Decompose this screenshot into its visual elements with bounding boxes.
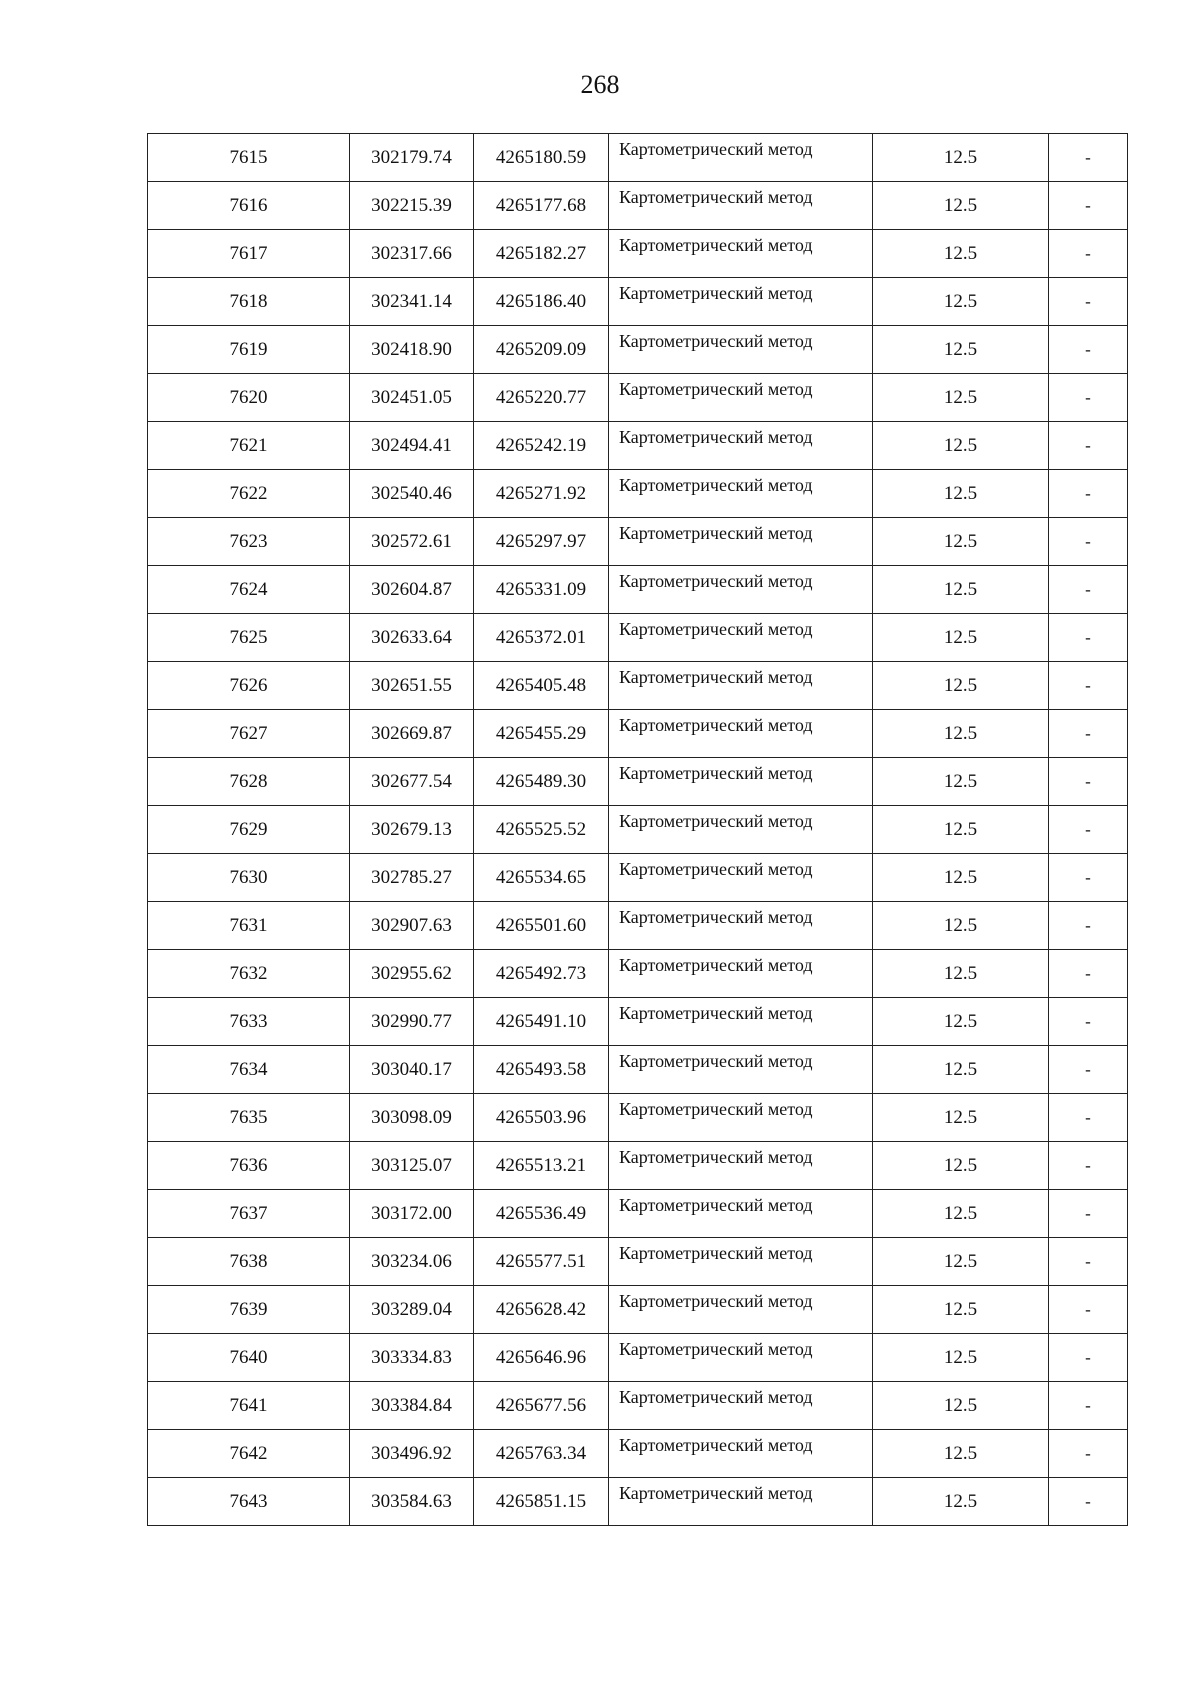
x-coordinate-cell: 302604.87 <box>350 566 474 614</box>
y-coordinate-cell: 4265209.09 <box>474 326 609 374</box>
point-number-cell: 7624 <box>148 566 350 614</box>
accuracy-cell: 12.5 <box>873 326 1049 374</box>
y-coordinate-cell: 4265513.21 <box>474 1142 609 1190</box>
point-number-cell: 7627 <box>148 710 350 758</box>
accuracy-cell: 12.5 <box>873 758 1049 806</box>
point-number-cell: 7632 <box>148 950 350 998</box>
x-coordinate-cell: 302990.77 <box>350 998 474 1046</box>
method-cell: Картометрический метод <box>609 710 873 758</box>
table-row <box>148 230 1128 278</box>
table-row <box>148 1094 1128 1142</box>
y-coordinate-cell: 4265405.48 <box>474 662 609 710</box>
y-coordinate-cell: 4265628.42 <box>474 1286 609 1334</box>
y-coordinate-cell: 4265534.65 <box>474 854 609 902</box>
point-number-cell: 7643 <box>148 1478 350 1526</box>
table-row <box>148 614 1128 662</box>
method-cell: Картометрический метод <box>609 1142 873 1190</box>
table-row <box>148 1478 1128 1526</box>
point-number-cell: 7629 <box>148 806 350 854</box>
y-coordinate-cell: 4265182.27 <box>474 230 609 278</box>
method-cell: Картометрический метод <box>609 1238 873 1286</box>
point-number-cell: 7618 <box>148 278 350 326</box>
y-coordinate-cell: 4265491.10 <box>474 998 609 1046</box>
accuracy-cell: 12.5 <box>873 854 1049 902</box>
accuracy-cell: 12.5 <box>873 1094 1049 1142</box>
point-number-cell: 7633 <box>148 998 350 1046</box>
point-number-cell: 7640 <box>148 1334 350 1382</box>
method-cell: Картометрический метод <box>609 1094 873 1142</box>
accuracy-cell: 12.5 <box>873 1142 1049 1190</box>
y-coordinate-cell: 4265180.59 <box>474 134 609 182</box>
method-cell: Картометрический метод <box>609 374 873 422</box>
note-cell: - <box>1049 1190 1128 1238</box>
point-number-cell: 7638 <box>148 1238 350 1286</box>
table-row <box>148 1142 1128 1190</box>
table-row <box>148 662 1128 710</box>
y-coordinate-cell: 4265577.51 <box>474 1238 609 1286</box>
accuracy-cell: 12.5 <box>873 1046 1049 1094</box>
y-coordinate-cell: 4265677.56 <box>474 1382 609 1430</box>
x-coordinate-cell: 302669.87 <box>350 710 474 758</box>
x-coordinate-cell: 303334.83 <box>350 1334 474 1382</box>
accuracy-cell: 12.5 <box>873 1190 1049 1238</box>
x-coordinate-cell: 302785.27 <box>350 854 474 902</box>
y-coordinate-cell: 4265501.60 <box>474 902 609 950</box>
table-row <box>148 950 1128 998</box>
y-coordinate-cell: 4265297.97 <box>474 518 609 566</box>
table-row <box>148 902 1128 950</box>
y-coordinate-cell: 4265186.40 <box>474 278 609 326</box>
note-cell: - <box>1049 278 1128 326</box>
x-coordinate-cell: 302215.39 <box>350 182 474 230</box>
accuracy-cell: 12.5 <box>873 1430 1049 1478</box>
note-cell: - <box>1049 1094 1128 1142</box>
note-cell: - <box>1049 470 1128 518</box>
y-coordinate-cell: 4265242.19 <box>474 422 609 470</box>
accuracy-cell: 12.5 <box>873 950 1049 998</box>
table-row <box>148 566 1128 614</box>
point-number-cell: 7631 <box>148 902 350 950</box>
method-cell: Картометрический метод <box>609 614 873 662</box>
x-coordinate-cell: 303384.84 <box>350 1382 474 1430</box>
point-number-cell: 7634 <box>148 1046 350 1094</box>
method-cell: Картометрический метод <box>609 182 873 230</box>
table-row <box>148 1046 1128 1094</box>
method-cell: Картометрический метод <box>609 230 873 278</box>
y-coordinate-cell: 4265177.68 <box>474 182 609 230</box>
table-row <box>148 1238 1128 1286</box>
point-number-cell: 7617 <box>148 230 350 278</box>
accuracy-cell: 12.5 <box>873 1238 1049 1286</box>
y-coordinate-cell: 4265525.52 <box>474 806 609 854</box>
method-cell: Картометрический метод <box>609 470 873 518</box>
accuracy-cell: 12.5 <box>873 470 1049 518</box>
method-cell: Картометрический метод <box>609 1190 873 1238</box>
accuracy-cell: 12.5 <box>873 134 1049 182</box>
method-cell: Картометрический метод <box>609 1046 873 1094</box>
note-cell: - <box>1049 998 1128 1046</box>
x-coordinate-cell: 302679.13 <box>350 806 474 854</box>
x-coordinate-cell: 302451.05 <box>350 374 474 422</box>
x-coordinate-cell: 303496.92 <box>350 1430 474 1478</box>
method-cell: Картометрический метод <box>609 1430 873 1478</box>
point-number-cell: 7637 <box>148 1190 350 1238</box>
point-number-cell: 7639 <box>148 1286 350 1334</box>
x-coordinate-cell: 302572.61 <box>350 518 474 566</box>
y-coordinate-cell: 4265331.09 <box>474 566 609 614</box>
table-row <box>148 1382 1128 1430</box>
note-cell: - <box>1049 854 1128 902</box>
note-cell: - <box>1049 1382 1128 1430</box>
note-cell: - <box>1049 1478 1128 1526</box>
accuracy-cell: 12.5 <box>873 278 1049 326</box>
table-row <box>148 806 1128 854</box>
accuracy-cell: 12.5 <box>873 566 1049 614</box>
method-cell: Картометрический метод <box>609 950 873 998</box>
table-row <box>148 470 1128 518</box>
accuracy-cell: 12.5 <box>873 902 1049 950</box>
table-row <box>148 1334 1128 1382</box>
note-cell: - <box>1049 710 1128 758</box>
method-cell: Картометрический метод <box>609 134 873 182</box>
accuracy-cell: 12.5 <box>873 1334 1049 1382</box>
method-cell: Картометрический метод <box>609 422 873 470</box>
method-cell: Картометрический метод <box>609 806 873 854</box>
note-cell: - <box>1049 806 1128 854</box>
table-row <box>148 854 1128 902</box>
y-coordinate-cell: 4265455.29 <box>474 710 609 758</box>
point-number-cell: 7635 <box>148 1094 350 1142</box>
table-row <box>148 422 1128 470</box>
y-coordinate-cell: 4265492.73 <box>474 950 609 998</box>
note-cell: - <box>1049 1238 1128 1286</box>
x-coordinate-cell: 303040.17 <box>350 1046 474 1094</box>
table-body <box>148 134 1128 1526</box>
y-coordinate-cell: 4265851.15 <box>474 1478 609 1526</box>
table-row <box>148 374 1128 422</box>
note-cell: - <box>1049 326 1128 374</box>
note-cell: - <box>1049 614 1128 662</box>
accuracy-cell: 12.5 <box>873 614 1049 662</box>
table-row <box>148 518 1128 566</box>
note-cell: - <box>1049 1142 1128 1190</box>
accuracy-cell: 12.5 <box>873 422 1049 470</box>
y-coordinate-cell: 4265536.49 <box>474 1190 609 1238</box>
note-cell: - <box>1049 422 1128 470</box>
table-row <box>148 182 1128 230</box>
y-coordinate-cell: 4265271.92 <box>474 470 609 518</box>
accuracy-cell: 12.5 <box>873 710 1049 758</box>
accuracy-cell: 12.5 <box>873 518 1049 566</box>
accuracy-cell: 12.5 <box>873 1478 1049 1526</box>
method-cell: Картометрический метод <box>609 278 873 326</box>
table-row <box>148 278 1128 326</box>
point-number-cell: 7641 <box>148 1382 350 1430</box>
x-coordinate-cell: 302540.46 <box>350 470 474 518</box>
y-coordinate-cell: 4265372.01 <box>474 614 609 662</box>
accuracy-cell: 12.5 <box>873 662 1049 710</box>
method-cell: Картометрический метод <box>609 758 873 806</box>
point-number-cell: 7622 <box>148 470 350 518</box>
x-coordinate-cell: 302633.64 <box>350 614 474 662</box>
x-coordinate-cell: 302317.66 <box>350 230 474 278</box>
note-cell: - <box>1049 1334 1128 1382</box>
x-coordinate-cell: 303289.04 <box>350 1286 474 1334</box>
method-cell: Картометрический метод <box>609 326 873 374</box>
table-row <box>148 134 1128 182</box>
x-coordinate-cell: 303584.63 <box>350 1478 474 1526</box>
note-cell: - <box>1049 374 1128 422</box>
x-coordinate-cell: 303098.09 <box>350 1094 474 1142</box>
y-coordinate-cell: 4265220.77 <box>474 374 609 422</box>
accuracy-cell: 12.5 <box>873 230 1049 278</box>
point-number-cell: 7628 <box>148 758 350 806</box>
table-row <box>148 710 1128 758</box>
point-number-cell: 7630 <box>148 854 350 902</box>
accuracy-cell: 12.5 <box>873 998 1049 1046</box>
point-number-cell: 7623 <box>148 518 350 566</box>
y-coordinate-cell: 4265503.96 <box>474 1094 609 1142</box>
note-cell: - <box>1049 758 1128 806</box>
table-row <box>148 1190 1128 1238</box>
note-cell: - <box>1049 1430 1128 1478</box>
note-cell: - <box>1049 1046 1128 1094</box>
x-coordinate-cell: 302494.41 <box>350 422 474 470</box>
accuracy-cell: 12.5 <box>873 1382 1049 1430</box>
note-cell: - <box>1049 518 1128 566</box>
point-number-cell: 7620 <box>148 374 350 422</box>
note-cell: - <box>1049 134 1128 182</box>
note-cell: - <box>1049 230 1128 278</box>
table-row <box>148 758 1128 806</box>
point-number-cell: 7642 <box>148 1430 350 1478</box>
table-row <box>148 326 1128 374</box>
point-number-cell: 7616 <box>148 182 350 230</box>
method-cell: Картометрический метод <box>609 566 873 614</box>
y-coordinate-cell: 4265489.30 <box>474 758 609 806</box>
note-cell: - <box>1049 950 1128 998</box>
x-coordinate-cell: 302418.90 <box>350 326 474 374</box>
table-row <box>148 1286 1128 1334</box>
method-cell: Картометрический метод <box>609 1286 873 1334</box>
page-number: 268 <box>580 70 620 99</box>
x-coordinate-cell: 302907.63 <box>350 902 474 950</box>
method-cell: Картометрический метод <box>609 998 873 1046</box>
method-cell: Картометрический метод <box>609 902 873 950</box>
accuracy-cell: 12.5 <box>873 374 1049 422</box>
method-cell: Картометрический метод <box>609 1382 873 1430</box>
x-coordinate-cell: 302341.14 <box>350 278 474 326</box>
x-coordinate-cell: 302651.55 <box>350 662 474 710</box>
x-coordinate-cell: 302677.54 <box>350 758 474 806</box>
accuracy-cell: 12.5 <box>873 182 1049 230</box>
y-coordinate-cell: 4265493.58 <box>474 1046 609 1094</box>
y-coordinate-cell: 4265646.96 <box>474 1334 609 1382</box>
point-number-cell: 7615 <box>148 134 350 182</box>
x-coordinate-cell: 302179.74 <box>350 134 474 182</box>
method-cell: Картометрический метод <box>609 854 873 902</box>
table-row <box>148 1430 1128 1478</box>
x-coordinate-cell: 303125.07 <box>350 1142 474 1190</box>
note-cell: - <box>1049 662 1128 710</box>
method-cell: Картометрический метод <box>609 518 873 566</box>
table-row <box>148 998 1128 1046</box>
accuracy-cell: 12.5 <box>873 1286 1049 1334</box>
point-number-cell: 7626 <box>148 662 350 710</box>
y-coordinate-cell: 4265763.34 <box>474 1430 609 1478</box>
method-cell: Картометрический метод <box>609 1334 873 1382</box>
note-cell: - <box>1049 182 1128 230</box>
note-cell: - <box>1049 566 1128 614</box>
accuracy-cell: 12.5 <box>873 806 1049 854</box>
note-cell: - <box>1049 1286 1128 1334</box>
note-cell: - <box>1049 902 1128 950</box>
point-number-cell: 7619 <box>148 326 350 374</box>
x-coordinate-cell: 302955.62 <box>350 950 474 998</box>
x-coordinate-cell: 303172.00 <box>350 1190 474 1238</box>
method-cell: Картометрический метод <box>609 1478 873 1526</box>
x-coordinate-cell: 303234.06 <box>350 1238 474 1286</box>
point-number-cell: 7625 <box>148 614 350 662</box>
point-number-cell: 7621 <box>148 422 350 470</box>
point-number-cell: 7636 <box>148 1142 350 1190</box>
method-cell: Картометрический метод <box>609 662 873 710</box>
coordinates-table <box>147 133 1128 1526</box>
